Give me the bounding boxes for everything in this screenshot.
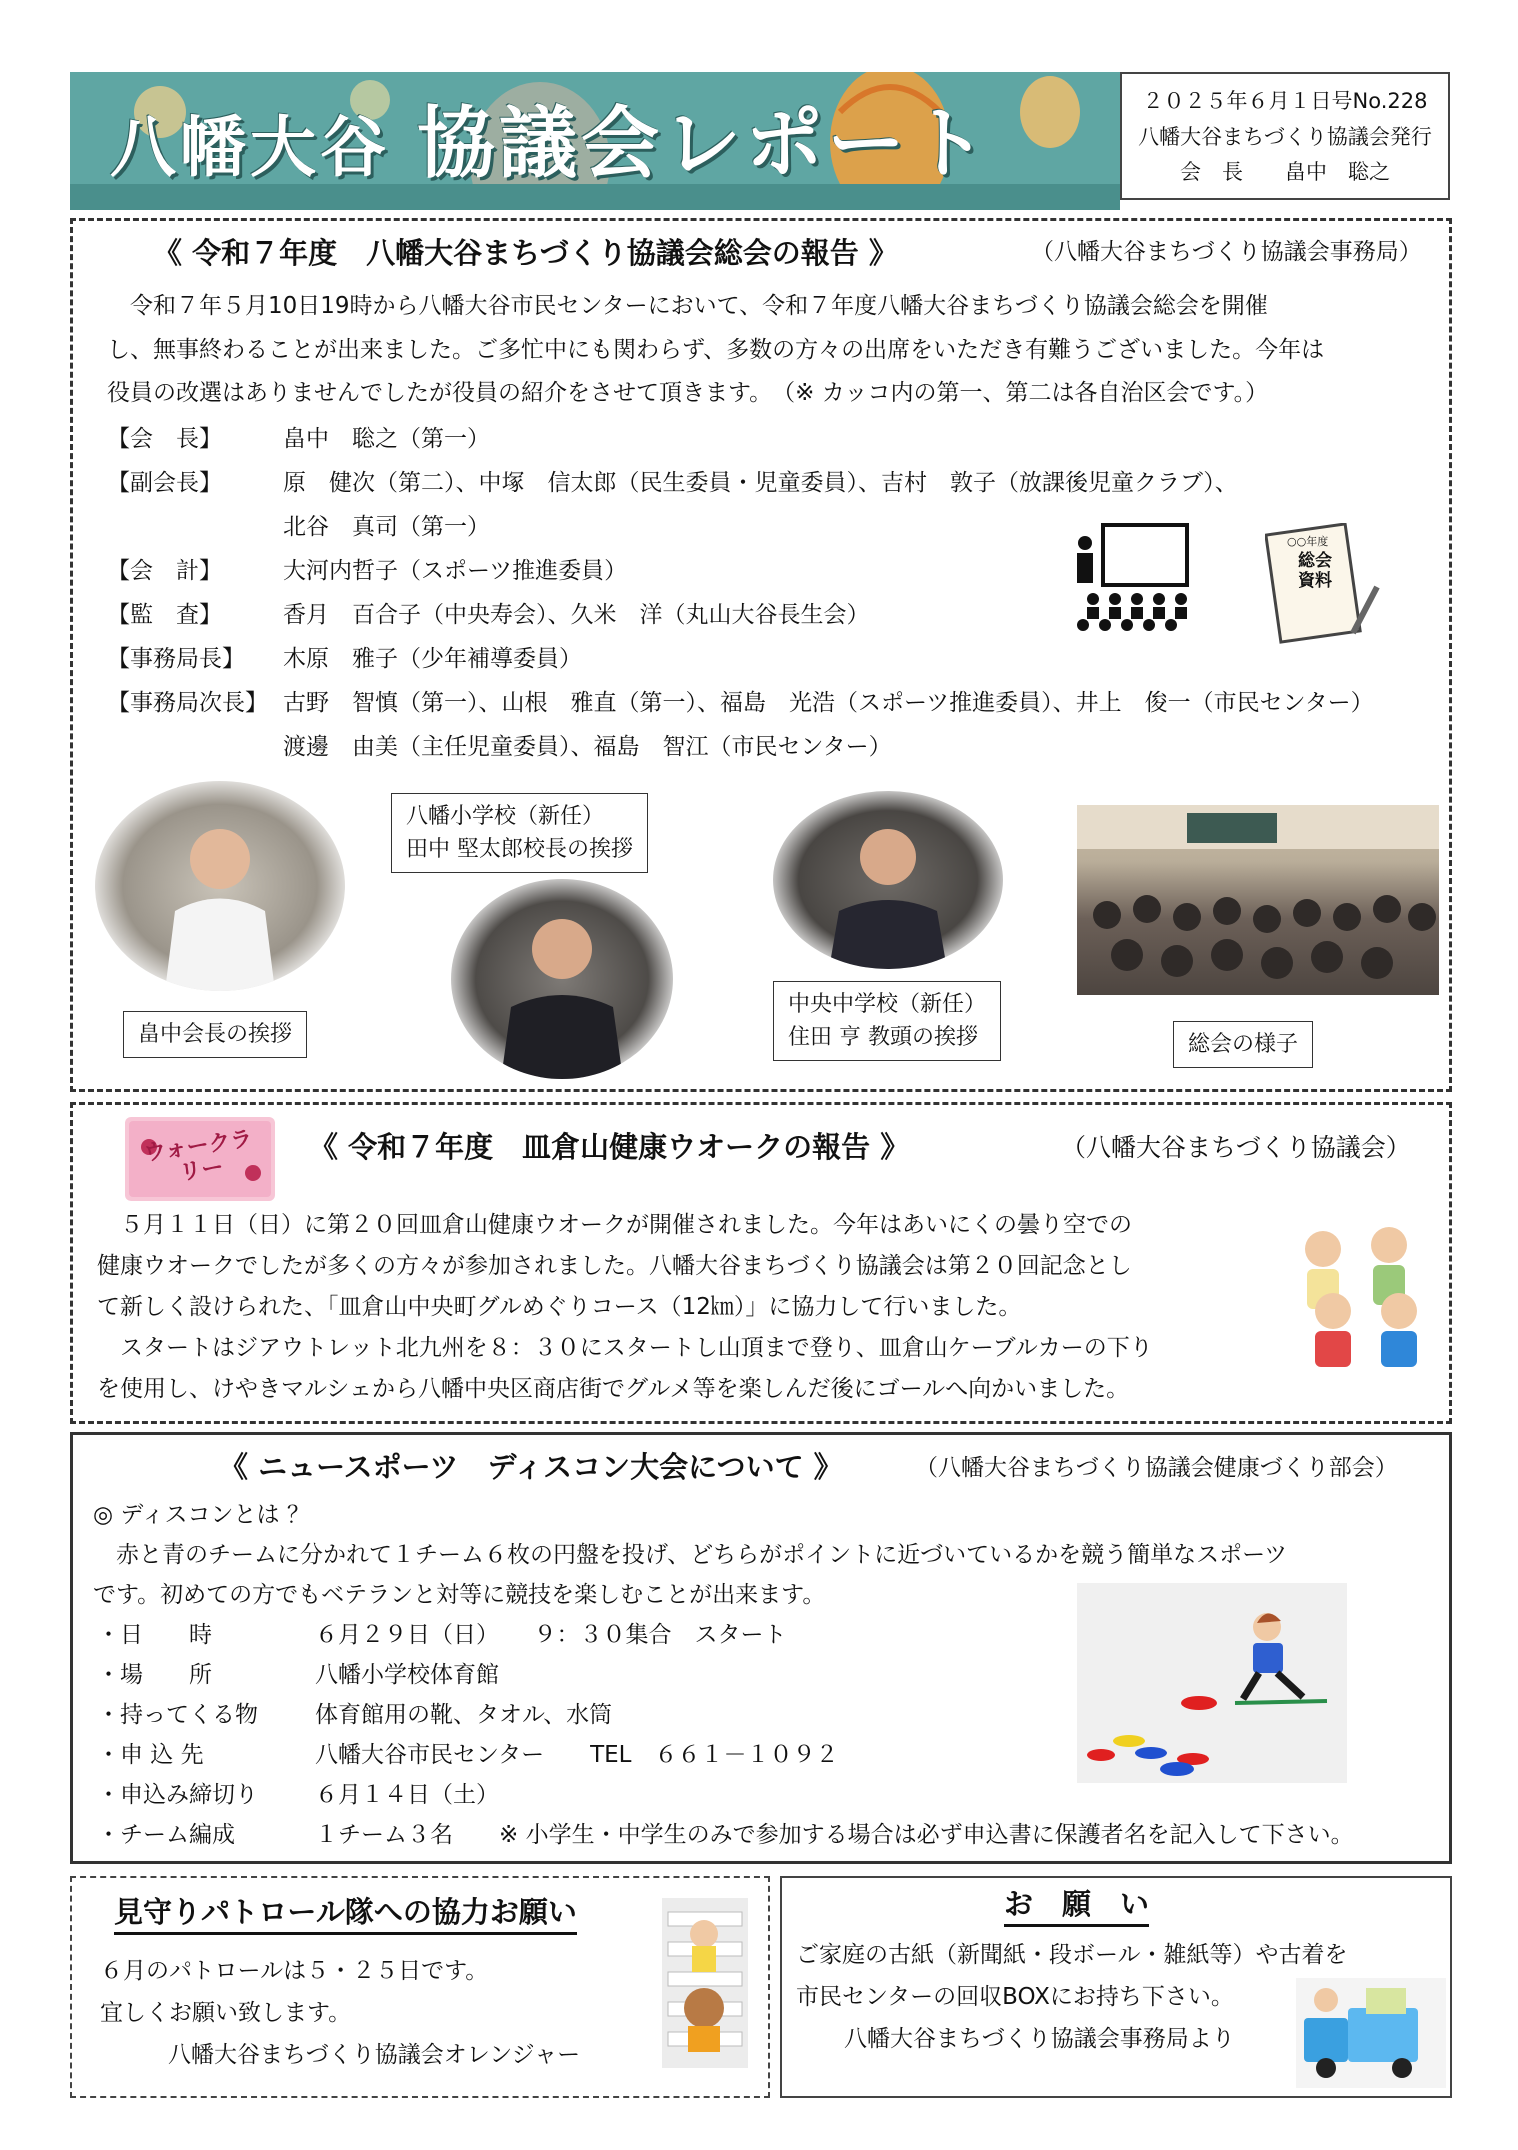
principal-photo xyxy=(451,879,673,1079)
body-line: し、無事終わることが出来ました。ご多忙中にも関わらず、多数の方々の出席をいただき有難うございました。今年は xyxy=(107,336,1325,363)
body-line: 役員の改選はありませんでしたが役員の紹介をさせて頂きます。 （※ カッコ内の第一、第二は各自治区会です。） xyxy=(107,380,1269,407)
vice-principal-photo xyxy=(773,791,1003,969)
section1-heading: 《 令和７年度 八幡大谷まちづくり協議会総会の報告 》 xyxy=(153,236,898,270)
crosswalk-children-icon xyxy=(662,1898,748,2068)
officer-row: 【会 計】 大河内哲子（スポーツ推進委員） xyxy=(107,558,628,584)
presentation-audience-icon xyxy=(1063,521,1193,641)
title-part2: 協議会レポート xyxy=(416,99,991,189)
principal-caption: 八幡小学校（新任） 田中 堅太郎校長の挨拶 xyxy=(391,793,648,873)
walk-rally-logo xyxy=(125,1117,275,1201)
desc-line: 赤と青のチームに分かれて１チーム６枚の円盤を投げ、どちらがポイントに近づいているかを競う簡単なスポーツ xyxy=(93,1542,1288,1568)
request-signature: 八幡大谷まちづくり協議会事務局より xyxy=(844,2026,1235,2052)
chairman: 会 長 畠中 聡之 xyxy=(1180,160,1390,185)
patrol-line1: ６月のパトロールは５・２５日です。 xyxy=(100,1958,489,1984)
title-part1: 八幡大谷 xyxy=(110,109,390,186)
walkers-illustration-icon xyxy=(1283,1215,1443,1385)
general-meeting-section xyxy=(70,218,1452,1092)
meeting-caption: 総会の様子 xyxy=(1173,1021,1313,1068)
discon-what-is: ◎ ディスコンとは ？ xyxy=(93,1502,310,1528)
meeting-document-icon xyxy=(1265,523,1365,643)
issue-number: ２０２５年６月１日号No.228 xyxy=(1142,89,1428,113)
discon-illustration-icon xyxy=(1077,1583,1347,1783)
body-line: て新しく設けられた、「皿倉山中央町グルめぐりコース（12㎞）」に協力して行いました。 xyxy=(97,1294,1022,1320)
patrol-signature: 八幡大谷まちづくり協議会オレンジャー xyxy=(168,2042,581,2068)
chairman-caption: 畠中会長の挨拶 xyxy=(123,1011,307,1058)
officer-row: 【会 長】 畠中 聡之（第一） xyxy=(107,426,490,452)
desc-line: です。初めての方でもベテランと対等に競技を楽しむことが出来ます。 xyxy=(93,1582,826,1608)
officer-row: 【副会長】 原 健次（第二）、中塚 信太郎（民生委員・児童委員）、吉村 敦子（放課後児童クラブ）、 xyxy=(107,470,1238,496)
request-line2: 市民センターの回収BOXにお持ち下さい。 xyxy=(796,1984,1234,2010)
patrol-line2: 宜しくお願い致します。 xyxy=(100,2000,352,2026)
discon-section xyxy=(70,1432,1452,1864)
meeting-photo xyxy=(1077,805,1439,995)
section1-body xyxy=(107,285,1447,416)
request-line1: ご家庭の古紙（新聞紙・段ボール・雑紙等）や古着を xyxy=(796,1942,1348,1968)
body-line: を使用し、けやきマルシェから八幡中央区商店街でグルメ等を楽しんだ後にゴールへ向かいました。 xyxy=(97,1376,1130,1402)
document-label: 総会資料 xyxy=(1298,551,1332,592)
section1-org: （八幡大谷まちづくり協議会事務局） xyxy=(1031,239,1422,265)
publisher: 八幡大谷まちづくり協議会発行 xyxy=(1138,124,1432,149)
recycling-truck-icon xyxy=(1296,1978,1446,2088)
body-line: 令和７年５月10日19時から八幡大谷市民センターにおいて、令和７年度八幡大谷まちづくり協議会総会を開催 xyxy=(107,293,1268,319)
publication-info xyxy=(1120,72,1450,200)
body-line: 健康ウオークでしたが多くの方々が参加されました。八幡大谷まちづくり協議会は第２０回記念とし xyxy=(97,1253,1132,1279)
request-heading: お 願 い xyxy=(1004,1886,1149,1927)
officer-row: 【事務局次長】 古野 智慎（第一）、山根 雅直（第一）、福島 光浩（スポーツ推進委員）、井上 俊一（市民センター） xyxy=(107,690,1374,716)
section3-org: （八幡大谷まちづくり協議会健康づくり部会） xyxy=(915,1455,1398,1481)
header-banner xyxy=(70,72,1120,210)
section2-org: （八幡大谷まちづくり協議会） xyxy=(1061,1133,1411,1162)
chairman-photo xyxy=(95,781,345,991)
walk-section xyxy=(70,1102,1452,1424)
vice-principal-caption: 中央中学校（新任） 住田 亨 教頭の挨拶 xyxy=(773,981,1001,1061)
document-label-top: ○○年度 xyxy=(1287,535,1329,548)
detail-row: ・申込み締切り ６月１４日（土） xyxy=(97,1782,499,1808)
body-line: ５月１１日（日）に第２０回皿倉山健康ウオークが開催されました。今年はあいにくの曇り空での xyxy=(97,1212,1132,1238)
section2-heading: 《 令和７年度 皿倉山健康ウオークの報告 》 xyxy=(309,1130,910,1164)
officer-row: 【監 査】 香月 百合子（中央寿会）、久米 洋（丸山大谷長生会） xyxy=(107,602,870,628)
section3-heading: 《 ニュースポーツ ディスコン大会について 》 xyxy=(219,1450,843,1484)
detail-row: ・チーム編成 １チーム３名 ※ 小学生・中学生のみで参加する場合は必ず申込書に保護者名を記入して下さい。 xyxy=(97,1822,1354,1848)
detail-row: ・日 時 ６月２９日（日） ９：３０集合 スタート xyxy=(97,1622,787,1648)
officer-list xyxy=(107,417,1447,769)
patrol-body xyxy=(100,1950,580,2076)
detail-row: ・申 込 先 八幡大谷市民センター TEL ６６１－１０９２ xyxy=(97,1742,839,1768)
detail-row: ・場 所 八幡小学校体育館 xyxy=(97,1662,499,1688)
patrol-section xyxy=(70,1876,770,2098)
request-section xyxy=(780,1876,1452,2098)
section2-body xyxy=(97,1205,1277,1410)
report-title xyxy=(110,98,991,192)
patrol-heading: 見守りパトロール隊への協力お願い xyxy=(114,1894,577,1935)
request-body xyxy=(796,1934,1348,2060)
officer-row: 北谷 真司（第一） xyxy=(283,514,490,540)
detail-row: ・持ってくる物 体育館用の靴、タオル、水筒 xyxy=(97,1702,613,1728)
officer-row: 渡邊 由美（主任児童委員）、福島 智江（市民センター） xyxy=(283,734,892,760)
walk-rally-logo-text: ウォークラリー xyxy=(142,1126,255,1187)
officer-row: 【事務局長】 木原 雅子（少年補導委員） xyxy=(107,646,582,672)
body-line: スタートはジアウトレット北九州を８：３０にスタートし山頂まで登り、皿倉山ケーブルカーの下り xyxy=(97,1335,1153,1361)
